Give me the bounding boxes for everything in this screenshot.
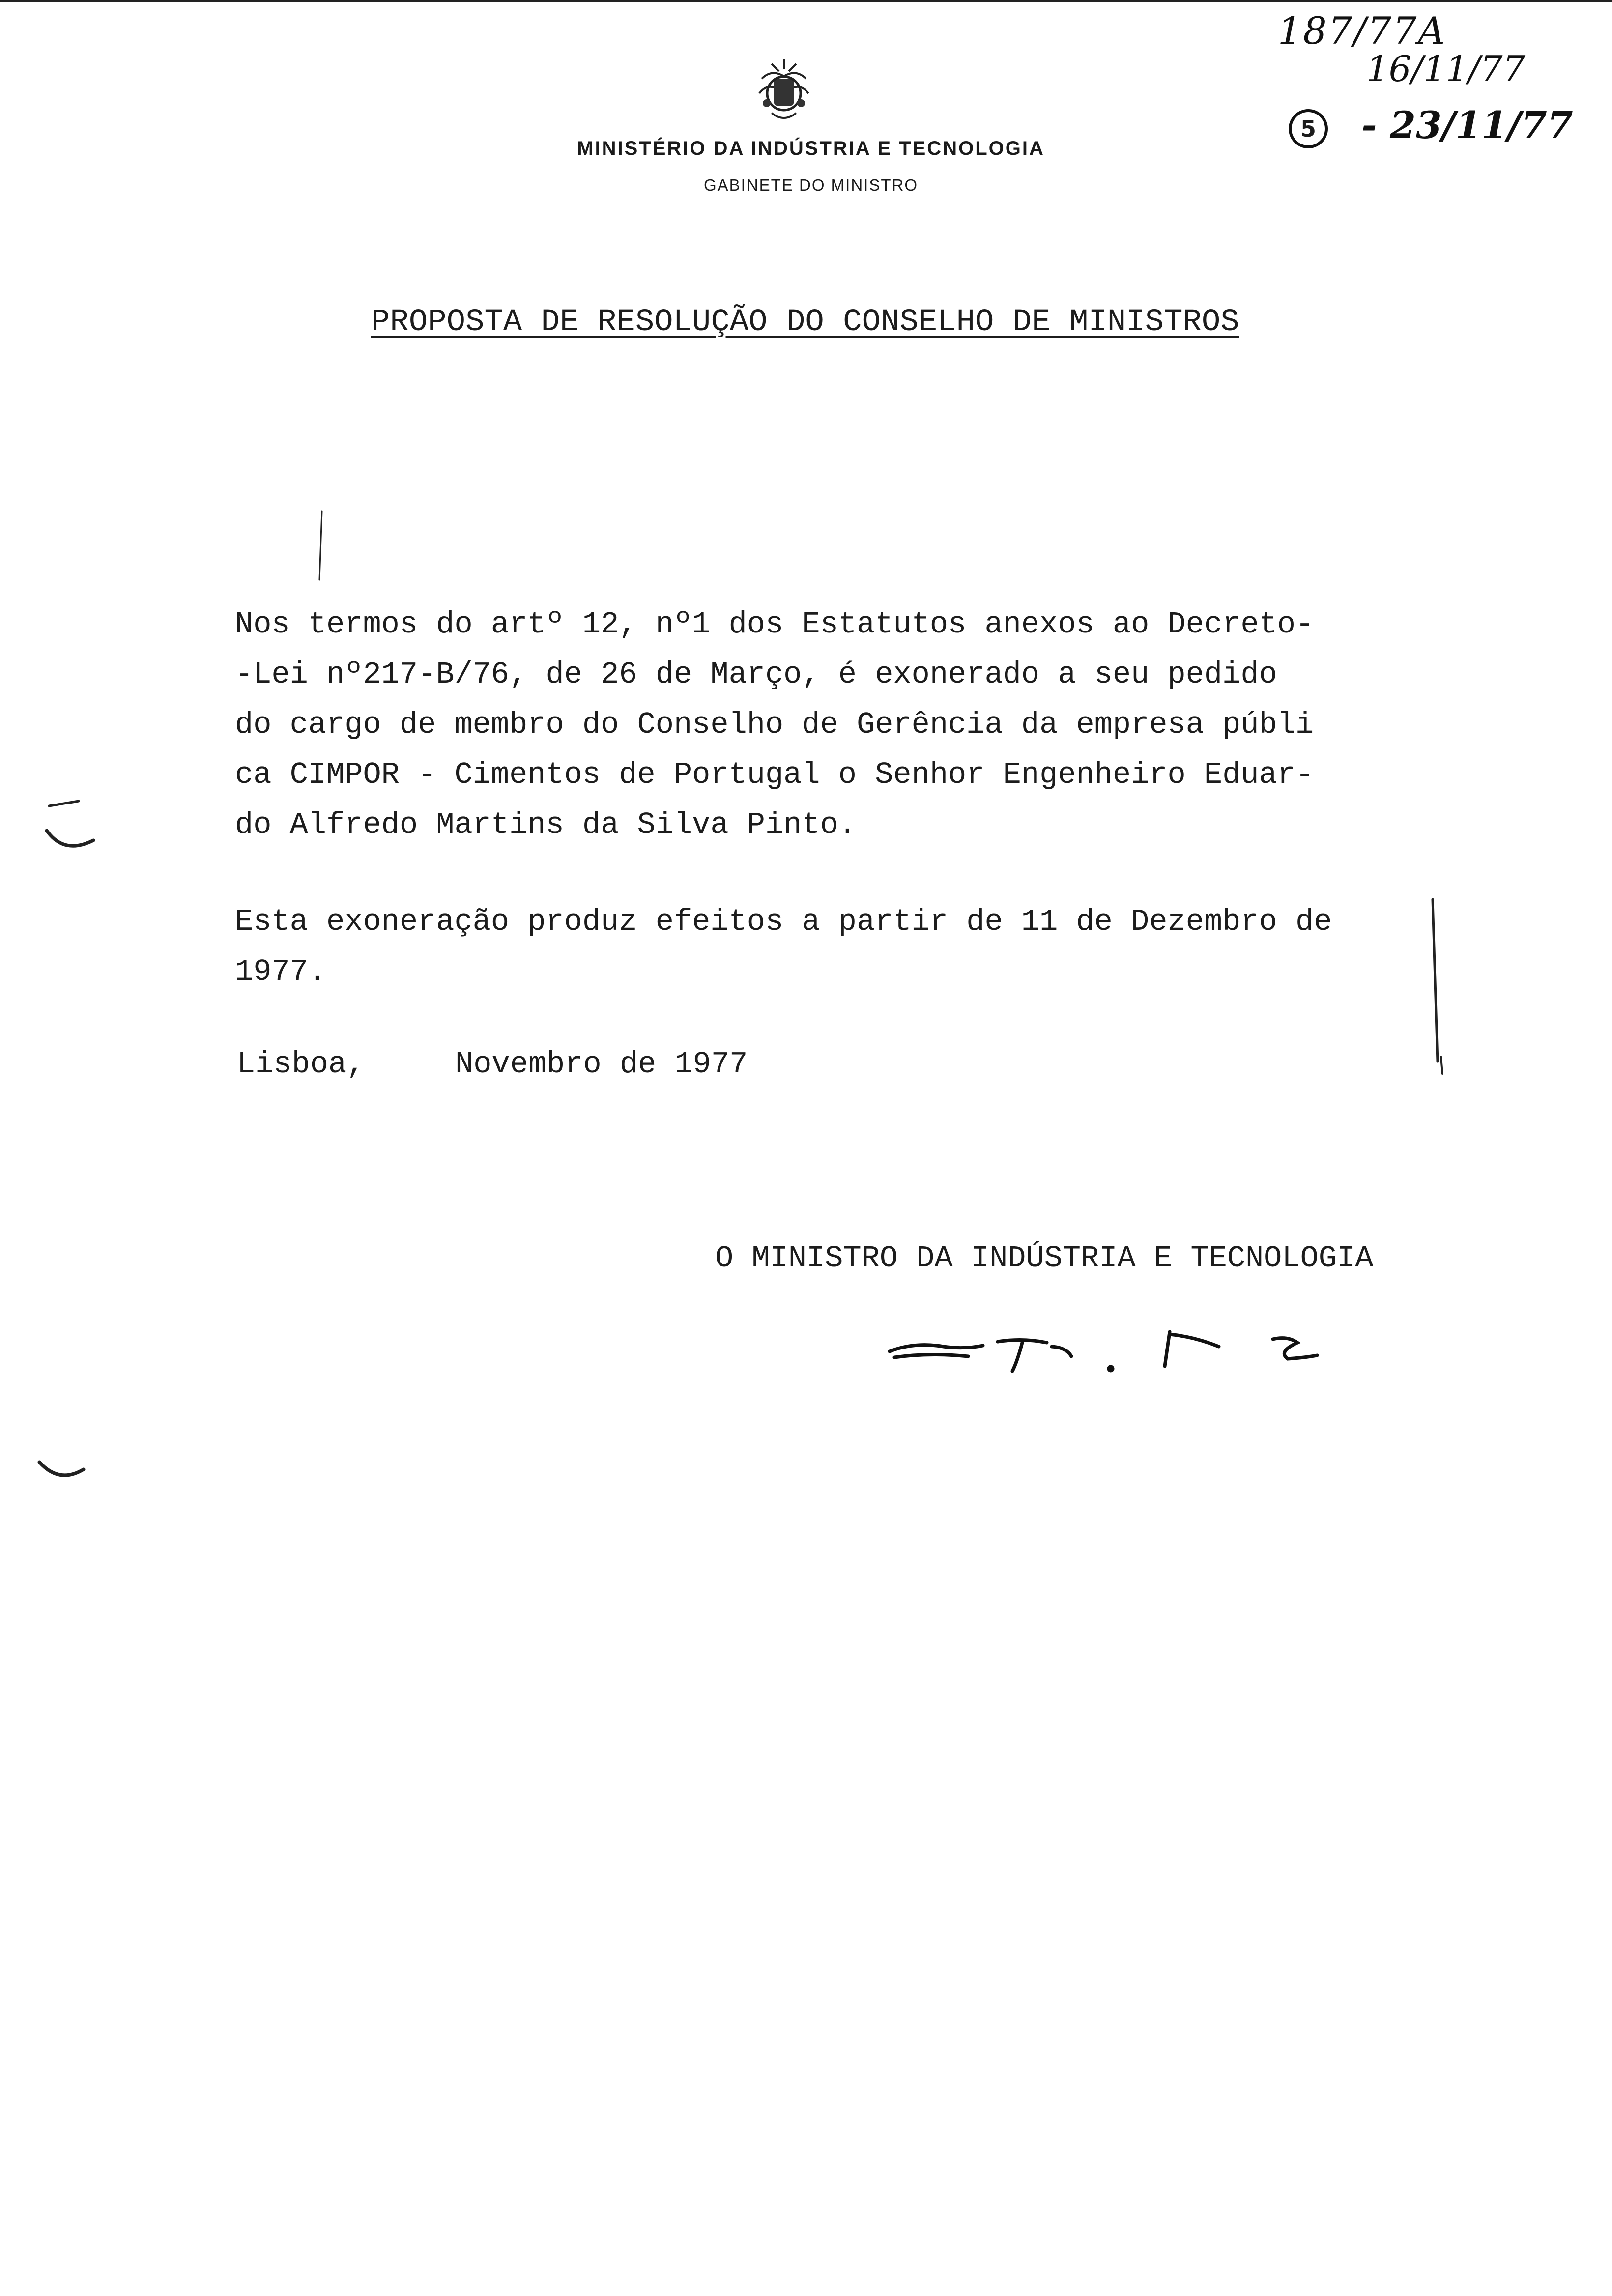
- document-title: PROPOSTA DE RESOLUÇÃO DO CONSELHO DE MINISTROS: [371, 305, 1239, 340]
- coat-of-arms-icon: [752, 54, 816, 128]
- handwritten-date-1: 16/11/77: [1366, 48, 1526, 89]
- place: Lisboa,: [237, 1047, 365, 1082]
- document-date: Novembro de 1977: [455, 1047, 748, 1082]
- ministry-name: MINISTÉRIO DA INDÚSTRIA E TECNOLOGIA: [577, 138, 1045, 159]
- circled-number: 5: [1289, 109, 1328, 148]
- resolution-paragraph: Nos termos do artº 12, nº1 dos Estatutos anexos ao Decreto- -Lei nº217-B/76, de 26 de Março, é exonerado a seu pedido do cargo de membro do Conselho de Gerência da empresa públi ca CIMPOR - Cimentos de Portugal o Senhor Engenheiro Eduar- do Alfredo Martins da Silva Pinto.: [235, 607, 1314, 842]
- handwritten-date-2: - 23/11/77: [1361, 103, 1573, 147]
- handwritten-reference: 187/77A: [1278, 9, 1447, 53]
- cabinet-name: GABINETE DO MINISTRO: [703, 176, 919, 194]
- top-border-line: [0, 0, 1612, 2]
- handwritten-signature: [885, 1312, 1327, 1386]
- signer-title: O MINISTRO DA INDÚSTRIA E TECNOLOGIA: [715, 1241, 1374, 1276]
- effect-date-paragraph: Esta exoneração produz efeitos a partir de 11 de Dezembro de 1977.: [235, 904, 1332, 989]
